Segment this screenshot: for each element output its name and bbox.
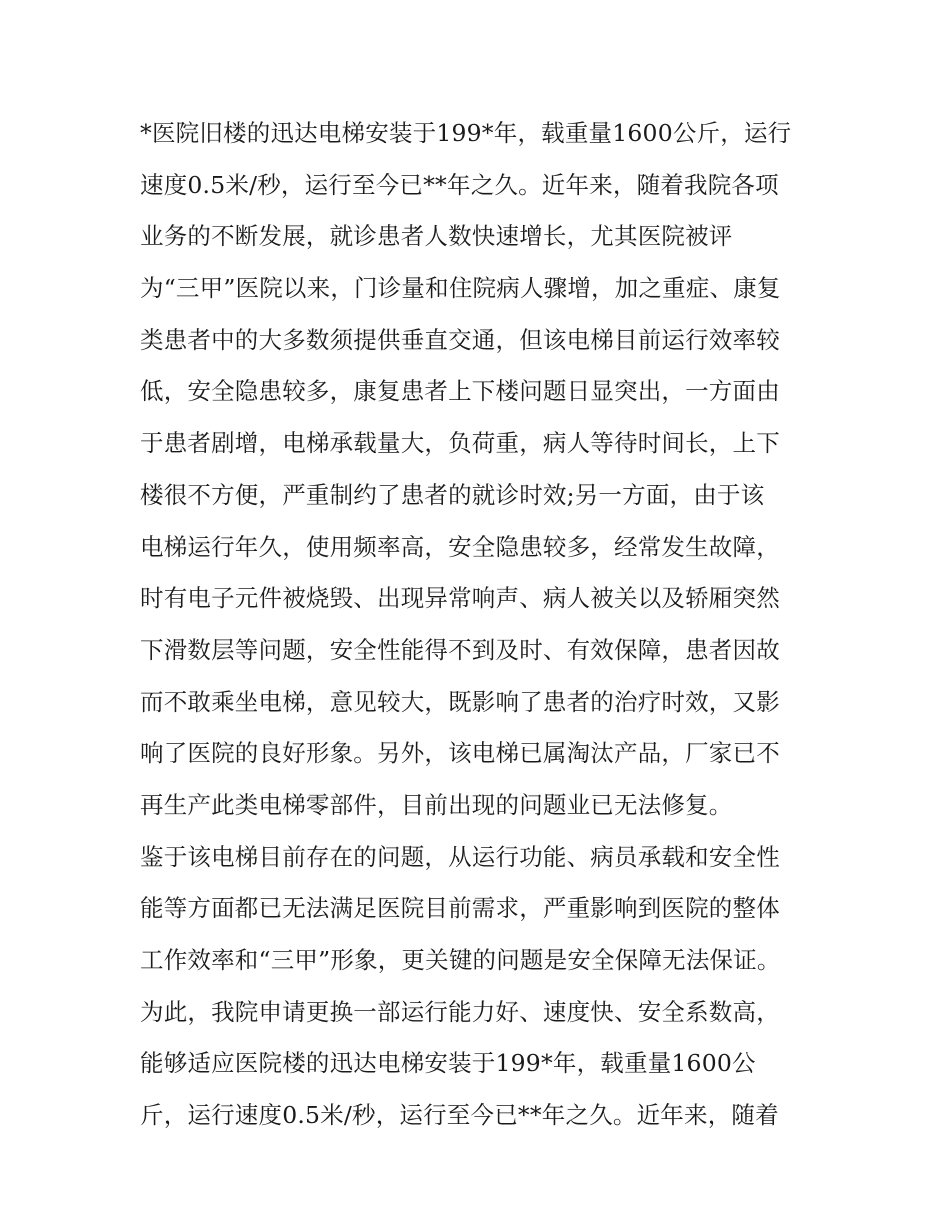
- text-line: 时有电子元件被烧毁、出现异常响声、病人被关以及轿厢突然: [140, 584, 780, 613]
- text-line: 为“三甲”医院以来，门诊量和住院病人骤增，加之重症、康复: [140, 274, 781, 303]
- text-line: 低，安全隐患较多，康复患者上下楼问题日显突出，一方面由: [140, 377, 780, 406]
- text-line: 响了医院的良好形象。另外，该电梯已属淘汰产品，厂家已不: [140, 739, 780, 768]
- text-line: 业务的不断发展，就诊患者人数快速增长，尤其医院被评: [140, 222, 733, 251]
- text-line: 斤，运行速度0.5米/秒，运行至今已**年之久。近年来，随着: [140, 1101, 779, 1130]
- text-line: 而不敢乘坐电梯，意见较大，既影响了患者的治疗时效，又影: [140, 687, 780, 716]
- text-line: *医院旧楼的迅达电梯安装于199*年，载重量1600公斤，运行: [140, 119, 792, 147]
- text-line: 为此，我院申请更换一部运行能力好、速度快、安全系数高，: [140, 997, 780, 1026]
- text-line: 于患者剧增，电梯承载量大，负荷重，病人等待时间长，上下: [140, 429, 780, 458]
- text-line: 类患者中的大多数须提供垂直交通，但该电梯目前运行效率较: [140, 325, 780, 354]
- text-line: 下滑数层等问题，安全性能得不到及时、有效保障，患者因故: [140, 635, 780, 664]
- text-line: 速度0.5米/秒，运行至今已**年之久。近年来，随着我院各项: [140, 170, 779, 199]
- text-line: 能等方面都已无法满足医院目前需求，严重影响到医院的整体: [140, 894, 780, 923]
- text-line: 工作效率和“三甲”形象，更关键的问题是安全保障无法保证。: [140, 946, 781, 974]
- text-line: 楼很不方便，严重制约了患者的就诊时效;另一方面，由于该: [140, 480, 765, 509]
- text-line: 鉴于该电梯目前存在的问题，从运行功能、病员承载和安全性: [140, 842, 780, 871]
- text-line: 能够适应医院楼的迅达电梯安装于199*年，载重量1600公: [140, 1049, 756, 1078]
- text-line: 再生产此类电梯零部件，目前出现的问题业已无法修复。: [140, 790, 733, 819]
- body-text: [140, 108, 830, 1142]
- text-line: 电梯运行年久，使用频率高，安全隐患较多，经常发生故障，: [140, 532, 780, 561]
